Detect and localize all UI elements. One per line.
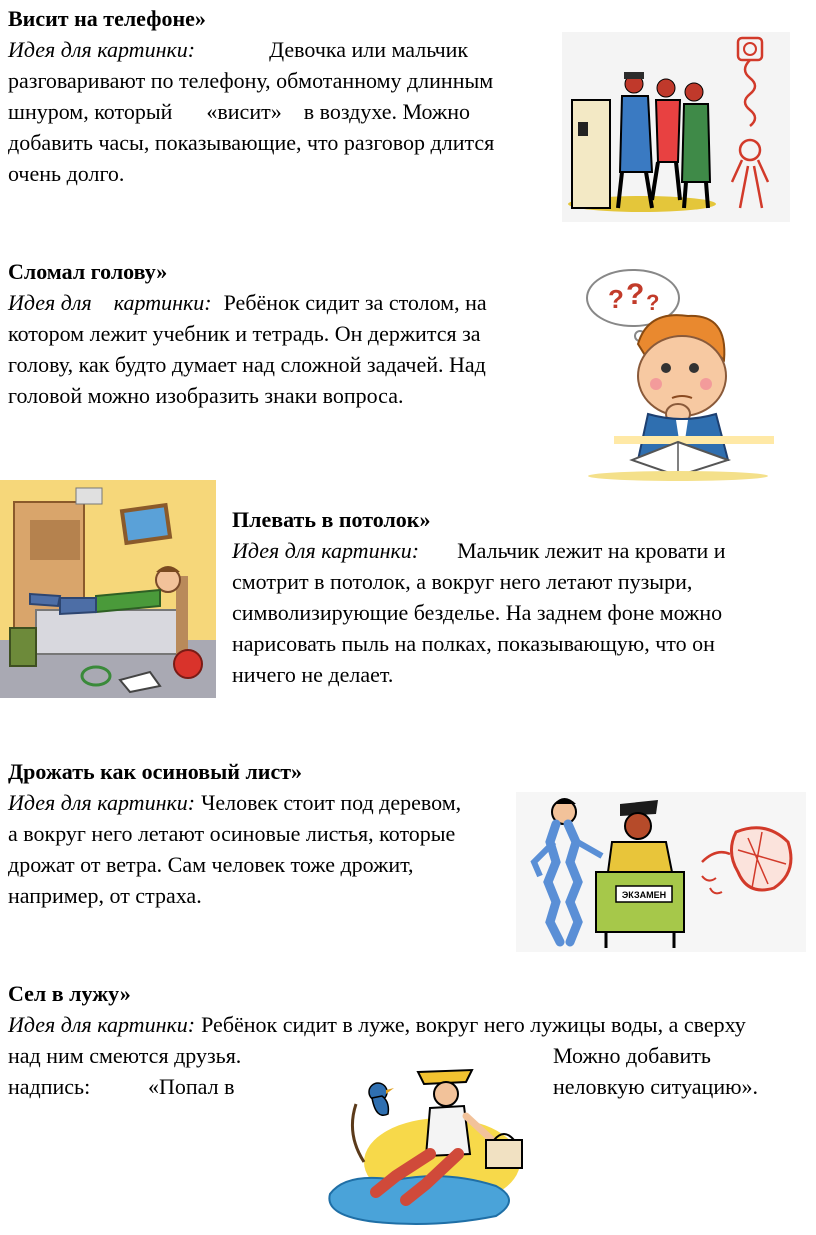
- section-text-line: разговаривают по телефону, обмотанному длинным: [8, 68, 494, 93]
- section-text-line: Идея для картинки: Мальчик лежит на кровати и: [232, 538, 726, 563]
- thinking-boy-illustration: [578, 264, 774, 482]
- section-title: Сел в лужу»: [8, 981, 131, 1006]
- svg-text:?: ?: [646, 290, 660, 315]
- idea-label: Идея для картинки:: [8, 1012, 196, 1037]
- section-text-line: смотрит в потолок, а вокруг него летают пузыри,: [232, 569, 693, 594]
- lazy-boy-illustration: [0, 480, 216, 698]
- section-text-line: символизирующие безделье. На заднем фоне можно: [232, 600, 723, 625]
- section-text-line: котором лежит учебник и тетрадь. Он держится за: [8, 321, 481, 346]
- svg-text:?: ?: [626, 278, 645, 311]
- exam-illustration: [516, 792, 806, 952]
- section-text-line: ничего не делает.: [232, 662, 394, 687]
- section-text-line: неловкую ситуацию».: [553, 1074, 759, 1099]
- section-puddle: [8, 978, 816, 1040]
- section-text-line: а вокруг него летают осиновые листья, которые: [8, 821, 456, 846]
- section-text-line: Идея для картинки: Человек стоит под деревом,: [8, 790, 462, 815]
- exam-sign-text: ЭКЗАМЕН: [621, 890, 667, 900]
- section-text-line: Идея для картинки: Ребёнок сидит за столом, на: [8, 290, 487, 315]
- section-title: Висит на телефоне»: [8, 6, 206, 31]
- section-text-line: Можно добавить: [553, 1043, 711, 1068]
- section-title: Дрожать как осиновый лист»: [8, 759, 303, 784]
- section-title: Сломал голову»: [8, 259, 168, 284]
- section-text-line: голову, как будто думает над сложной задачей. Над: [8, 352, 486, 377]
- section-text-line: дрожат от ветра. Сам человек тоже дрожит,: [8, 852, 414, 877]
- section-text-line: нарисовать пыль на полках, показывающую, что он: [232, 631, 715, 656]
- section-phone: [8, 3, 568, 189]
- section-text-line: надпись:: [8, 1074, 91, 1099]
- idea-label: Идея для картинки:: [8, 37, 196, 62]
- idea-label: Идея для картинки:: [8, 790, 196, 815]
- section-ceiling: [232, 504, 812, 690]
- section-text-line: Идея для картинки: Девочка или мальчик: [8, 37, 469, 62]
- section-text-line: Идея для картинки: Ребёнок сидит в луже, вокруг него лужицы воды, а сверху: [8, 1012, 746, 1037]
- idea-label: Идея для картинки:: [232, 538, 420, 563]
- section-text-line: головой можно изобразить знаки вопроса.: [8, 383, 404, 408]
- section-text-line: очень долго.: [8, 161, 125, 186]
- section-title: Плевать в потолок»: [232, 507, 431, 532]
- section-text-line: «Попал в: [148, 1074, 235, 1099]
- section-text-line: над ним смеются друзья.: [8, 1043, 242, 1068]
- puddle-illustration: [306, 1044, 542, 1230]
- idea-label: Идея для: [8, 290, 92, 315]
- section-text-line: шнуром, который «висит» в воздухе. Можно: [8, 99, 470, 124]
- section-text-line: добавить часы, показывающие, что разговор длится: [8, 130, 495, 155]
- section-head: [8, 256, 568, 411]
- phone-illustration: [562, 32, 790, 222]
- section-tremble: [8, 756, 528, 911]
- svg-text:?: ?: [608, 284, 624, 314]
- section-text-line: например, от страха.: [8, 883, 202, 908]
